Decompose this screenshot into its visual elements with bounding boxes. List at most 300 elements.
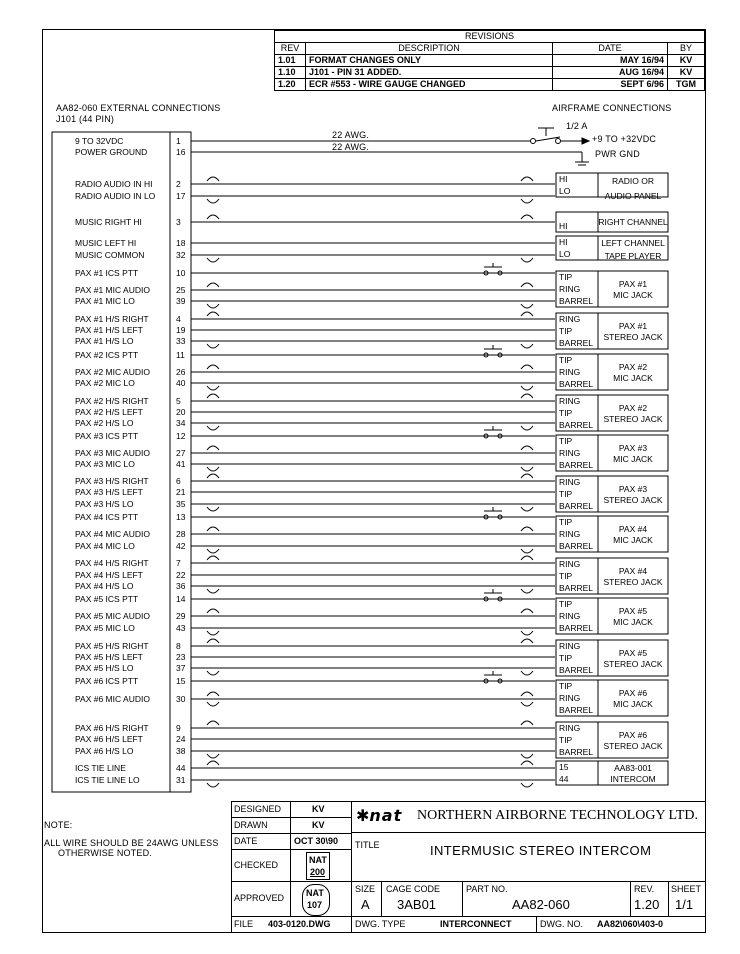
shield-mark [207,365,219,369]
mic-jack-terminal [556,435,668,471]
shield-mark [521,761,533,765]
pin-number: 42 [176,541,186,551]
pin-label: PAX #6 ICS PTT [75,676,139,686]
airframe-title: AIRFRAME CONNECTIONS [552,103,672,113]
shield-mark [521,304,533,308]
checked-label: CHECKED [234,860,279,870]
shield-mark [207,639,219,643]
note-line-1: ALL WIRE SHOULD BE 24AWG UNLESS [44,838,219,848]
connector-title: AA82-060 EXTERNAL CONNECTIONS [56,103,221,113]
terminal-label: LO [559,249,571,259]
drawing-title: INTERMUSIC STEREO INTERCOM [430,843,652,858]
shield-mark [521,527,533,531]
note-title: NOTE: [44,820,73,830]
terminal-title: STEREO JACK [603,414,663,424]
cage-value: 3AB01 [397,897,437,912]
pin-number: 34 [176,418,186,428]
rev-cell: 1.20 [275,79,306,91]
terminal-label: BARREL [559,623,594,633]
pin-label: PAX #1 MIC AUDIO [75,285,150,295]
pin-label: ICS TIE LINE LO [75,775,140,785]
pin-number: 36 [176,581,186,591]
pin-number: 44 [176,763,186,773]
pin-label: ICS TIE LINE [75,763,126,773]
terminal-label: RING [559,559,581,569]
terminal-title: PAX #2 [618,362,648,372]
shield-mark [521,365,533,369]
pin-number: 35 [176,499,186,509]
pin-number: 28 [176,529,186,539]
pin-label: PAX #1 ICS PTT [75,268,139,278]
pin-number: 12 [176,431,186,441]
drawn-label: DRAWN [234,820,268,830]
shield-mark [521,631,533,635]
pin-number: 15 [176,676,186,686]
pin-number: 19 [176,325,186,335]
wire-gauge-1: 22 AWG. [332,130,370,140]
terminal-label: TIP [559,681,573,691]
pin-number: 5 [176,396,181,406]
nat-logo: ✱nat [356,806,403,825]
terminal-label: 15 [559,762,569,772]
company-name: NORTHERN AIRBORNE TECHNOLOGY LTD. [417,808,698,823]
terminal-title: PAX #3 [618,443,648,453]
terminal-title: AA83-001 [614,763,652,773]
file-value: 403-0120.DWG [268,919,331,929]
terminal-label: TIP [559,735,573,745]
shield-mark [521,754,533,758]
shield-mark [521,215,533,219]
shield-mark [521,386,533,390]
terminal-label: BARREL [559,379,594,389]
date-header: DATE [553,43,668,55]
shield-mark [207,507,219,511]
terminal-title: STEREO JACK [603,332,663,342]
pin-label: PAX #1 MIC LO [75,296,135,306]
pin-label: PAX #4 H/S RIGHT [75,558,149,568]
pin-label: PAX #5 MIC LO [75,623,135,633]
shield-mark [521,692,533,696]
terminal-label: RING [559,448,581,458]
pin-label: PAX #4 H/S LO [75,581,134,591]
pin-number: 16 [176,147,186,157]
terminal-label: HI [559,174,568,184]
pin-label: RADIO AUDIO IN LO [75,191,156,201]
dwg-no-value: AA82\060\403-0 [597,919,664,929]
shield-mark [207,467,219,471]
pin-number: 13 [176,512,186,522]
terminal-title: PAX #5 [618,648,648,658]
shield-mark [207,783,219,787]
terminal-label: BARREL [559,583,594,593]
description-cell: FORMAT CHANGES ONLY [306,55,553,67]
pin-number: 14 [176,594,186,604]
shield-mark [207,215,219,219]
terminal-label: TIP [559,517,573,527]
pin-number: 38 [176,746,186,756]
pin-label: PAX #2 H/S LO [75,418,134,428]
pin-label: PAX #3 ICS PTT [75,431,139,441]
wire-gauge-2: 22 AWG. [332,142,370,152]
pin-number: 40 [176,378,186,388]
terminal-title: PAX #2 [618,403,648,413]
pin-number: 43 [176,623,186,633]
shield-mark [521,258,533,262]
pin-label: PAX #5 H/S LEFT [75,652,143,662]
shield-mark [207,446,219,450]
shield-mark [521,199,533,203]
pin-label: PAX #3 MIC AUDIO [75,448,150,458]
dwg-type-label: DWG. TYPE [355,919,406,929]
shield-mark [521,283,533,287]
tie-line-terminal [556,761,668,785]
dwg-no-label: DWG. NO. [540,919,583,929]
shield-mark [521,507,533,511]
terminal-label: BARREL [559,665,594,675]
terminal-label: BARREL [559,705,594,715]
date-value: OCT 30\90 [294,836,339,846]
supply-voltage: +9 TO +32VDC [592,134,657,144]
pin-label: PAX #4 MIC LO [75,541,135,551]
description-cell: ECR #553 - WIRE GAUGE CHANGED [306,79,553,91]
pin-label: PAX #5 ICS PTT [75,594,139,604]
terminal-label: BARREL [559,541,594,551]
shield-mark [207,426,219,430]
shield-mark [521,344,533,348]
stereo-jack-terminal [556,722,668,758]
mic-jack-terminal [556,354,668,390]
shield-mark [207,527,219,531]
stereo-jack-terminal [556,395,668,431]
terminal-label: TIP [559,489,573,499]
pin-number: 2 [176,179,181,189]
part-label: PART NO. [466,884,508,894]
pin-number: 23 [176,652,186,662]
terminal-title: STEREO JACK [603,741,663,751]
by-cell: TGM [668,79,705,91]
shield-mark [207,721,219,725]
pin-number: 37 [176,663,186,673]
terminal-label: LO [559,186,571,196]
pin-label: PAX #6 MIC AUDIO [75,694,150,704]
terminal-title: PAX #1 [618,321,648,331]
pin-number: 10 [176,268,186,278]
terminal-label: RING [559,529,581,539]
terminal-label: HI [559,221,568,231]
sheet-value: 1/1 [675,897,694,912]
pin-number: 20 [176,407,186,417]
pin-label: PAX #2 H/S RIGHT [75,396,149,406]
terminal-label: TIP [559,272,573,282]
pin-number: 29 [176,611,186,621]
pin-label: RADIO AUDIO IN HI [75,179,153,189]
terminal-title: PAX #4 [618,566,648,576]
mic-jack-terminal [556,271,668,307]
pin-number: 22 [176,570,186,580]
pin-label: PAX #3 H/S LEFT [75,487,143,497]
pin-label: PAX #1 H/S RIGHT [75,314,149,324]
pin-label: POWER GROUND [75,147,148,157]
terminal-title: MIC JACK [613,373,653,383]
connector-subtitle: J101 (44 PIN) [56,114,115,124]
terminal-label: BARREL [559,460,594,470]
shield-mark [521,639,533,643]
pin-label: PAX #2 MIC LO [75,378,135,388]
terminal-title: MIC JACK [613,699,653,709]
pin-label: MUSIC LEFT HI [75,238,137,248]
sheet-label: SHEET [671,884,702,894]
terminal-label: TIP [559,408,573,418]
terminal-label: RING [559,723,581,733]
right-channel-terminal [556,212,668,232]
size-label: SIZE [355,884,376,894]
wire-layer [191,128,589,787]
date-cell: MAY 16/94 [553,55,668,67]
terminal-title: PAX #5 [618,606,648,616]
terminal-title: TAPE PLAYER [604,251,662,261]
drawn-value: KV [312,820,325,830]
shield-mark [207,394,219,398]
shield-mark [207,344,219,348]
pin-number: 21 [176,487,186,497]
terminal-title: MIC JACK [613,290,653,300]
shield-mark [207,702,219,706]
shield-mark [207,549,219,553]
pin-number: 7 [176,558,181,568]
pin-number: 27 [176,448,186,458]
cage-label: CAGE CODE [386,884,441,894]
rev-label: REV. [634,884,655,894]
pin-label: PAX #5 MIC AUDIO [75,611,150,621]
file-label: FILE [234,919,254,929]
by-cell: KV [668,55,705,67]
pin-number: 24 [176,734,186,744]
shield-mark [207,199,219,203]
shield-mark [207,474,219,478]
shield-mark [207,312,219,316]
date-label: DATE [234,836,258,846]
terminal-label: BARREL [559,420,594,430]
shield-mark [207,177,219,181]
terminal-title: STEREO JACK [603,577,663,587]
approved-label: APPROVED [234,893,285,903]
rev-value: 1.20 [634,897,660,912]
shield-mark [207,671,219,675]
pin-label: PAX #3 H/S RIGHT [75,476,149,486]
terminal-label: RING [559,284,581,294]
stereo-jack-terminal [556,640,668,676]
terminal-label: RING [559,314,581,324]
title-label: TITLE [355,840,380,850]
shield-mark [521,702,533,706]
terminal-label: BARREL [559,747,594,757]
pin-number: 39 [176,296,186,306]
terminal-label: RING [559,611,581,621]
date-cell: AUG 16/94 [553,67,668,79]
shield-mark [521,177,533,181]
shield-mark [207,609,219,613]
terminal-title: STEREO JACK [603,495,663,505]
pin-label: PAX #3 H/S LO [75,499,134,509]
fuse-terminal [556,139,561,144]
pin-label: PAX #5 H/S RIGHT [75,641,149,651]
by-cell: KV [668,67,705,79]
shield-mark [521,609,533,613]
size-value: A [361,897,370,912]
shield-mark [521,556,533,560]
terminal-label: BARREL [559,338,594,348]
shield-mark [521,549,533,553]
power-ground-label: PWR GND [595,149,640,159]
stereo-jack-terminal [556,476,668,512]
pin-layer [52,132,191,792]
terminal-title: AUDIO PANEL [604,191,662,201]
terminal-label: RING [559,693,581,703]
pin-label: PAX #6 H/S LEFT [75,734,143,744]
shield-mark [521,721,533,725]
shield-mark [521,467,533,471]
terminal-label: TIP [559,355,573,365]
pin-label: PAX #1 H/S LEFT [75,325,143,335]
shield-mark [521,394,533,398]
terminal-title: INTERCOM [610,774,656,784]
terminal-title: PAX #1 [618,279,648,289]
stereo-jack-terminal [556,313,668,349]
fuse-rating: 1/2 A [566,121,588,131]
shield-mark [207,386,219,390]
pin-number: 3 [176,217,181,227]
shield-mark [521,589,533,593]
terminal-title: MIC JACK [613,535,653,545]
terminal-label: TIP [559,436,573,446]
revisions-title: REVISIONS [275,31,705,43]
rev-cell: 1.01 [275,55,306,67]
terminal-label: 44 [559,774,569,784]
pin-label: PAX #2 MIC AUDIO [75,367,150,377]
pin-number: 25 [176,285,186,295]
pin-label: PAX #5 H/S LO [75,663,134,673]
shield-mark [207,556,219,560]
pin-number: 8 [176,641,181,651]
dwg-type-value: INTERCONNECT [440,919,512,929]
rev-cell: 1.10 [275,67,306,79]
terminal-label: HI [559,237,568,247]
shield-mark [207,589,219,593]
shield-mark [521,783,533,787]
terminal-title: PAX #4 [618,524,648,534]
mic-jack-terminal [556,516,668,552]
terminal-title: PAX #6 [618,688,648,698]
shield-mark [207,754,219,758]
terminal-title: MIC JACK [613,617,653,627]
terminal-label: RING [559,396,581,406]
pin-number: 41 [176,459,186,469]
terminal-title: RADIO OR [611,176,655,186]
shield-mark [207,631,219,635]
fuse-terminal [531,139,536,144]
pin-label: PAX #4 H/S LEFT [75,570,143,580]
terminal-title: STEREO JACK [603,659,663,669]
pin-number: 9 [176,723,181,733]
mic-jack-terminal [556,680,668,716]
pin-number: 26 [176,367,186,377]
terminal-label: TIP [559,599,573,609]
pin-label: PAX #6 H/S RIGHT [75,723,149,733]
pin-label: PAX #2 ICS PTT [75,350,139,360]
pin-number: 11 [176,350,185,360]
pin-label: PAX #6 H/S LO [75,746,134,756]
shield-mark [521,446,533,450]
rev-header: REV [275,43,306,55]
pin-label: PAX #3 MIC LO [75,459,135,469]
terminal-label: BARREL [559,296,594,306]
shield-mark [207,304,219,308]
pin-number: 30 [176,694,186,704]
terminal-layer [556,173,668,785]
description-header: DESCRIPTION [306,43,553,55]
pin-label: PAX #1 H/S LO [75,336,134,346]
pin-number: 31 [176,775,186,785]
pin-label: PAX #2 H/S LEFT [75,407,143,417]
terminal-label: BARREL [559,501,594,511]
shield-mark [521,474,533,478]
arrow-icon [582,138,589,144]
terminal-label: RING [559,641,581,651]
pin-number: 4 [176,314,181,324]
pin-label: MUSIC RIGHT HI [75,217,142,227]
mic-jack-terminal [556,598,668,634]
designed-value: KV [312,804,325,814]
pin-number: 33 [176,336,186,346]
pin-number: 1 [176,136,181,146]
shield-mark [207,258,219,262]
shield-mark [207,761,219,765]
shield-mark [207,283,219,287]
pin-label: MUSIC COMMON [75,250,145,260]
shield-mark [207,692,219,696]
description-cell: J101 - PIN 31 ADDED. [306,67,553,79]
terminal-label: TIP [559,326,573,336]
pin-label: 9 TO 32VDC [75,136,124,146]
pin-label: PAX #4 ICS PTT [75,512,139,522]
part-value: AA82-060 [512,897,570,912]
pin-number: 18 [176,238,186,248]
approved-stamp: NAT 107 [302,884,330,916]
terminal-title: RIGHT CHANNEL [598,217,668,227]
pin-number: 17 [176,191,186,201]
checked-stamp: NAT 200 [306,852,330,880]
note-line-2: OTHERWISE NOTED. [58,848,153,858]
pin-number: 32 [176,250,186,260]
terminal-label: TIP [559,571,573,581]
shield-mark [521,426,533,430]
date-cell: SEPT 6/96 [553,79,668,91]
stereo-jack-terminal [556,558,668,594]
terminal-title: PAX #3 [618,484,648,494]
pin-label: PAX #4 MIC AUDIO [75,529,150,539]
pin-number: 6 [176,476,181,486]
terminal-label: RING [559,477,581,487]
shield-mark [521,312,533,316]
terminal-title: LEFT CHANNEL [601,238,665,248]
terminal-label: RING [559,367,581,377]
designed-label: DESIGNED [234,804,282,814]
shield-mark [521,671,533,675]
by-header: BY [668,43,705,55]
terminal-label: TIP [559,653,573,663]
terminal-title: MIC JACK [613,454,653,464]
terminal-title: PAX #6 [618,730,648,740]
